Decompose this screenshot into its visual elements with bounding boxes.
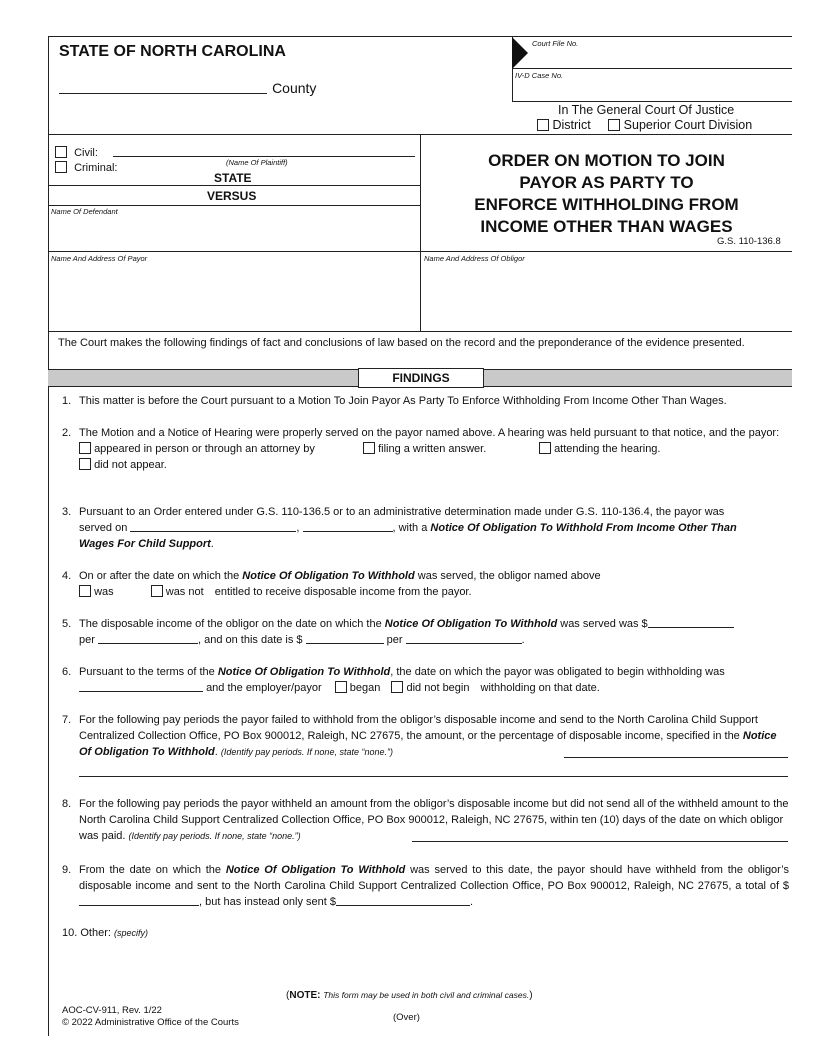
- did-not-begin-label: did not begin: [406, 682, 470, 694]
- withhold-begin-date-field[interactable]: [79, 681, 203, 692]
- obligor-field[interactable]: [421, 266, 791, 330]
- finding-2: [62, 425, 792, 473]
- civil-row: [55, 146, 98, 159]
- finding-7-field-2[interactable]: [79, 776, 788, 777]
- payor-caption: Name And Address Of Payor: [51, 254, 148, 263]
- findings-header: FINDINGS: [358, 368, 484, 388]
- criminal-row: [55, 161, 117, 174]
- finding-6: [62, 664, 792, 696]
- was-not-label: was not: [165, 586, 204, 598]
- finding-3-text-c: , with a: [392, 522, 428, 534]
- finding-4-text-a: On or after the date on which the: [79, 570, 240, 582]
- court-file-arrow: [512, 37, 528, 69]
- order-title-line4: INCOME OTHER THAN WAGES: [480, 217, 733, 236]
- ivd-label: IV-D Case No.: [515, 71, 564, 80]
- district-label: District: [552, 118, 591, 132]
- defendant-field[interactable]: [49, 218, 419, 250]
- court-name: In The General Court Of Justice: [558, 103, 735, 117]
- finding-2-text: The Motion and a Notice of Hearing were properly served on the payor named above. A hearing was held pursuant to that notice, and the payor:: [79, 427, 780, 439]
- finding-4-text-c: entitled to receive disposable income from the payor.: [214, 586, 472, 598]
- filing-checkbox[interactable]: [363, 442, 375, 454]
- finding-7-period: .: [214, 746, 218, 758]
- order-title: [421, 150, 792, 238]
- was-label: was: [94, 586, 114, 598]
- plaintiff-line: [113, 156, 415, 157]
- finding-10-text: Other:: [80, 927, 111, 939]
- ivd-line: [512, 101, 792, 102]
- court-file-line: [512, 68, 792, 69]
- top-border: [48, 36, 792, 37]
- state-title: STATE OF NORTH CAROLINA: [59, 43, 286, 60]
- finding-5-text-b: was served was $: [560, 618, 648, 630]
- court-file-label: Court File No.: [532, 39, 579, 48]
- finding-5-num: 5.: [62, 618, 72, 630]
- finding-3-bold-b: Wages For Child Support: [79, 538, 211, 550]
- division-row: [537, 118, 752, 132]
- finding-9-text-b: was served to this date, the payor should have withheld from the obligor’s disposable income and sent to the North Carolina Child Support Centralized Collection Office, PO Box 900012, Raleigh, NC 27675, a total of $: [79, 864, 789, 892]
- finding-5-text-c: , and on this date is $: [197, 634, 303, 646]
- attending-label: attending the hearing.: [554, 443, 661, 455]
- finding-5-period: .: [521, 634, 525, 646]
- finding-3: [62, 504, 792, 552]
- parties-bottom-line: [48, 331, 792, 332]
- order-title-line1: ORDER ON MOTION TO JOIN: [488, 151, 725, 170]
- filing-label: filing a written answer.: [378, 443, 487, 455]
- versus-label: VERSUS: [207, 189, 257, 203]
- finding-9-bold: Notice Of Obligation To Withhold: [225, 864, 406, 876]
- finding-10-hint: (specify): [114, 928, 149, 938]
- finding-7-hint: (Identify pay periods. If none, state “none.”): [220, 747, 393, 757]
- began-checkbox[interactable]: [335, 681, 347, 693]
- finding-9: [62, 862, 792, 910]
- income-served-amount-field[interactable]: [648, 617, 734, 628]
- was-checkbox[interactable]: [79, 585, 91, 597]
- was-not-checkbox[interactable]: [151, 585, 163, 597]
- order-title-line3: ENFORCE WITHHOLDING FROM: [474, 195, 739, 214]
- civil-label: Civil:: [74, 147, 98, 159]
- finding-1-num: 1.: [62, 395, 72, 407]
- finding-9-text-a: From the date on which the: [79, 864, 222, 876]
- defendant-caption: Name Of Defendant: [51, 207, 118, 216]
- over-label: (Over): [393, 1012, 420, 1023]
- finding-5-per1: per: [79, 634, 95, 646]
- income-current-amount-field[interactable]: [306, 633, 384, 644]
- finding-10-field[interactable]: [79, 942, 788, 982]
- finding-7-text-a: For the following pay periods the payor failed to withhold from the obligor’s disposable income and send to the North Carolina Child Support Centralized Collection Office, PO Box 900012, Raleigh, NC 27675, the amount, or the percentage of disposable income, specified in the: [79, 714, 758, 742]
- did-not-begin-checkbox[interactable]: [391, 681, 403, 693]
- finding-6-num: 6.: [62, 666, 72, 678]
- plaintiff-caption: (Name Of Plaintiff): [226, 158, 288, 167]
- finding-3-text-b: served on: [79, 522, 128, 534]
- intro-text: The Court makes the following findings of fact and conclusions of law based on the record and the preponderance of the evidence presented.: [58, 337, 745, 349]
- civil-checkbox[interactable]: [55, 146, 67, 158]
- payor-field[interactable]: [49, 266, 419, 330]
- note-text: This form may be used in both civil and criminal cases.: [323, 990, 530, 1000]
- copyright: © 2022 Administrative Office of the Courts: [62, 1017, 239, 1028]
- finding-8-field[interactable]: [412, 841, 788, 842]
- statute-ref: G.S. 110-136.8: [717, 236, 781, 247]
- finding-7-bold: Notice Of Obligation To Withhold: [79, 730, 777, 758]
- finding-8-num: 8.: [62, 798, 72, 810]
- footer-note: (NOTE: This form may be used in both civil and criminal cases.): [286, 990, 533, 1001]
- finding-3-bold-a: Notice Of Obligation To Withhold From Income Other Than: [430, 522, 737, 534]
- finding-3-period: .: [210, 538, 214, 550]
- order-title-line2: PAYOR AS PARTY TO: [519, 173, 694, 192]
- finding-10: [62, 925, 148, 941]
- finding-5-text-a: The disposable income of the obligor on the date on which the: [79, 618, 382, 630]
- finding-8-hint: (Identify pay periods. If none, state “none.”): [128, 831, 301, 841]
- finding-3-num: 3.: [62, 506, 72, 518]
- finding-4-num: 4.: [62, 570, 72, 582]
- finding-1-text: This matter is before the Court pursuant to a Motion To Join Payor As Party To Enforce Withholding From Income Other Than Wages.: [79, 395, 727, 407]
- finding-8: [62, 796, 792, 844]
- finding-9-period: .: [469, 896, 474, 908]
- served-on-date-field[interactable]: [130, 521, 296, 532]
- county-label: County: [272, 80, 317, 96]
- versus-top-line: [48, 185, 420, 186]
- not-appear-label: did not appear.: [94, 459, 167, 471]
- finding-4-bold: Notice Of Obligation To Withhold: [242, 570, 415, 582]
- superior-checkbox[interactable]: [608, 119, 620, 131]
- obligor-caption: Name And Address Of Obligor: [424, 254, 525, 263]
- appeared-label: appeared in person or through an attorney by: [94, 443, 315, 455]
- finding-2-num: 2.: [62, 427, 72, 439]
- finding-1: [62, 393, 792, 409]
- finding-7: [62, 712, 792, 760]
- county-field[interactable]: [59, 83, 267, 94]
- appeared-checkbox[interactable]: [79, 442, 91, 454]
- income-served-period-field[interactable]: [98, 633, 198, 644]
- superior-label: Superior Court Division: [623, 118, 753, 132]
- finding-9-text-c: , but has instead only sent $: [199, 896, 336, 908]
- note-bold: NOTE:: [289, 990, 321, 1001]
- county-line[interactable]: [59, 80, 316, 96]
- finding-5: [62, 616, 792, 648]
- finding-6-text-a: Pursuant to the terms of the: [79, 666, 215, 678]
- form-id: AOC-CV-911, Rev. 1/22: [62, 1005, 162, 1016]
- finding-5-per2: per: [386, 634, 403, 646]
- attending-checkbox[interactable]: [539, 442, 551, 454]
- finding-6-text-b: , the date on which the payor was obligated to begin withholding was: [390, 666, 725, 678]
- plaintiff-name: STATE: [214, 171, 252, 185]
- finding-5-bold: Notice Of Obligation To Withhold: [384, 618, 558, 630]
- criminal-checkbox[interactable]: [55, 161, 67, 173]
- left-border: [48, 36, 49, 1036]
- income-current-period-field[interactable]: [406, 633, 522, 644]
- finding-6-bold: Notice Of Obligation To Withhold: [217, 666, 391, 678]
- served-on-year-field[interactable]: [303, 521, 393, 532]
- actually-sent-field[interactable]: [336, 895, 470, 906]
- finding-3-comma: ,: [296, 522, 300, 534]
- began-label: began: [349, 682, 381, 694]
- finding-8-text-a: For the following pay periods the payor withheld an amount from the obligor’s disposable income but did not send all of the withheld amount to the North Carolina Child Support Centralized Collection Office, PO Box 900012, Raleigh, NC 27675, within ten (10) days of the date on which obligor was paid.: [79, 798, 789, 842]
- should-have-withheld-field[interactable]: [79, 895, 199, 906]
- payor-top-line: [48, 251, 792, 252]
- finding-9-num: 9.: [62, 864, 72, 876]
- finding-6-text-d: withholding on that date.: [480, 682, 600, 694]
- finding-7-field-1[interactable]: [564, 757, 788, 758]
- versus-bottom-line: [48, 205, 420, 206]
- finding-10-num: 10.: [62, 927, 78, 939]
- finding-6-text-c: and the employer/payor: [206, 682, 322, 694]
- finding-3-text-a: Pursuant to an Order entered under G.S. 110-136.5 or to an administrative determination made under G.S. 110-136.4, the payor was: [79, 506, 725, 518]
- finding-4-text-b: was served, the obligor named above: [417, 570, 601, 582]
- finding-7-num: 7.: [62, 714, 72, 726]
- criminal-label: Criminal:: [74, 162, 118, 174]
- district-checkbox[interactable]: [537, 119, 549, 131]
- finding-4: [62, 568, 792, 600]
- not-appear-checkbox[interactable]: [79, 458, 91, 470]
